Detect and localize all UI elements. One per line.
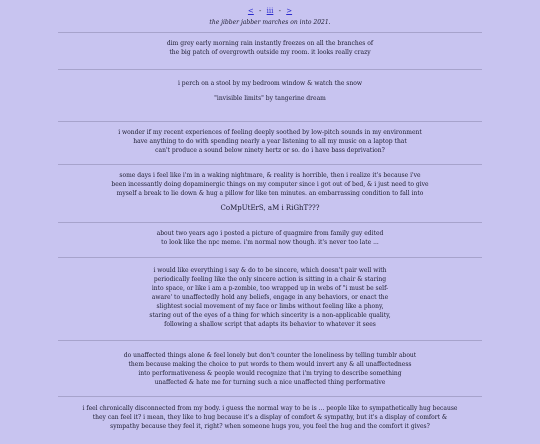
post-line: some days i feel like i'm in a waking nightmare, & reality is horrible, then i realize it's because i've (119, 172, 421, 179)
post-line: them because making the choice to put words to them would invert any & all unaffectedness (128, 361, 412, 368)
post-8 (58, 397, 482, 444)
post-line: can't produce a sound below ninety hertz or so. do i have bass deprivation? (155, 147, 385, 154)
post-3 (58, 122, 482, 164)
prev-link[interactable]: < (247, 7, 254, 15)
post-line: aware' to unaffectedly hold any beliefs, engage in any behaviors, or enact the (151, 294, 389, 301)
nav-separator: - (259, 7, 262, 15)
nav-separator: - (278, 7, 281, 15)
post-line: unaffected & hate me for turning such a nice unaffected thing performative (154, 379, 386, 386)
post-2 (58, 70, 482, 121)
post-line: have anything to do with spending nearly a year listening to all my music on a laptop that (133, 138, 407, 145)
post-line: into space, or like i am a p-zombie, too wrapped up in webs of "i must be self- (151, 285, 389, 292)
post-line: about two years ago i posted a picture of quagmire from family guy edited (156, 230, 384, 237)
post-line: dim grey early morning rain instantly freezes on all the branches of (166, 40, 374, 47)
post-7 (58, 341, 482, 396)
post-footnote: CoMpUtErS, aM i RiGhT??? (220, 204, 320, 212)
post-line: been incessantly doing dopaminergic things on my computer since i got out of bed, & i just need to give (111, 181, 429, 188)
next-link[interactable]: > (286, 7, 293, 15)
post-line: do unaffected things alone & feel lonely but don't counter the loneliness by telling tumblr about (123, 352, 417, 359)
post-6 (58, 258, 482, 340)
post-line: i wonder if my recent experiences of feeling deeply soothed by low-pitch sounds in my environment (118, 129, 422, 136)
post-line: staring out of the eyes of a thing for which sincerity is a non-applicable quality, (149, 312, 391, 319)
post-line: i perch on a stool by my bedroom window & watch the snow (177, 80, 363, 87)
post-line: myself a break to lie down & hug a pillow for like ten minutes. an embarrassing condition to fall into (116, 190, 424, 197)
post-line: to look like the npc meme. i'm normal now though. it's never too late ... (161, 239, 379, 246)
site-tagline: the jibber jabber marches on into 2021. (209, 19, 331, 26)
home-link[interactable]: iii (266, 7, 274, 15)
post-line: slightest social movement of my face or limbs without feeling like a phony, (156, 303, 384, 310)
post-line: the big patch of overgrowth outside my room. it looks really crazy (169, 49, 371, 56)
post-line: i feel chronically disconnected from my body. i guess the normal way to be is ... people like to sympathetically hug because (82, 405, 458, 412)
post-line: i would like everything i say & do to be sincere, which doesn't pair well with (153, 267, 387, 274)
post-line: they can feel it? i mean, they like to hug because it's a display of comfort & sympathy, but it's a display of comfort & (92, 414, 448, 421)
post-1 (58, 33, 482, 69)
page-navigation (0, 0, 540, 16)
post-4 (58, 165, 482, 222)
post-line: sympathy because they feel it, right? when someone hugs you, you feel the hug and the comfort it gives? (110, 423, 430, 430)
post-line: following a shallow script that adapts its behavior to whatever it sees (164, 321, 376, 328)
post-line: periodically feeling like the only sincere action is sitting in a chair & staring (153, 276, 387, 283)
post-line: into performativeness & people would recognize that i'm trying to describe something (138, 370, 402, 377)
post-footnote: "invisible limits" by tangerine dream (214, 95, 326, 102)
post-5 (58, 223, 482, 257)
